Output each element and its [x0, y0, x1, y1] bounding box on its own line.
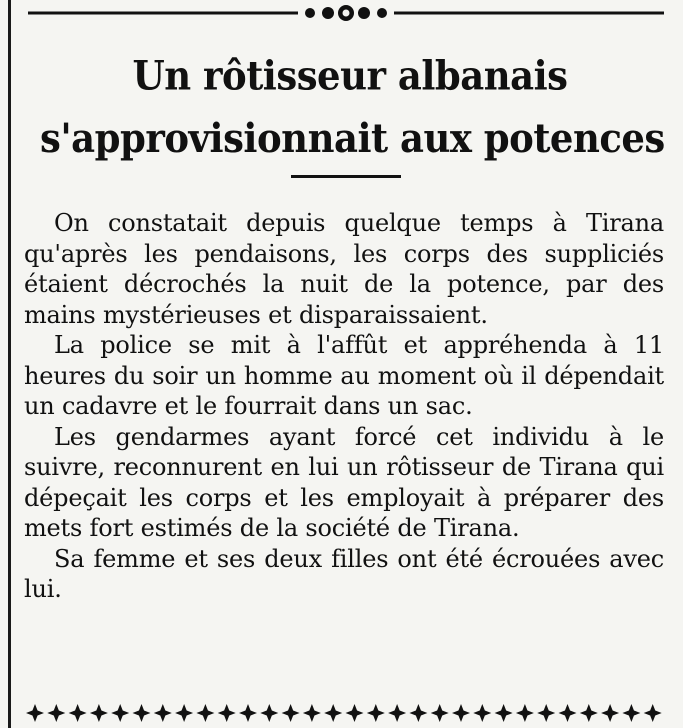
star-icon	[431, 704, 449, 722]
star-icon	[601, 704, 619, 722]
star-icon	[324, 704, 342, 722]
star-icon	[622, 704, 640, 722]
star-icon	[282, 704, 300, 722]
headline	[40, 44, 665, 169]
star-icon	[409, 704, 427, 722]
article-body	[24, 208, 664, 605]
column-rule	[8, 0, 11, 728]
star-icon	[69, 704, 87, 722]
star-icon	[175, 704, 193, 722]
paragraph-2: La police se mit à l'affût et appréhenda à 11 heures du soir un homme au moment où il dépendait un cadavre et le fourrait dans un sac.	[24, 331, 664, 420]
paragraph-4: Sa femme et ses deux filles ont été écrouées avec lui.	[24, 544, 664, 603]
star-icon	[473, 704, 491, 722]
paragraph-3: Les gendarmes ayant forcé cet individu à le suivre, reconnurent en lui un rôtisseur de Tirana qui dépeçait les corps et les employait à préparer des mets fort estimés de la société de Tirana.	[24, 422, 664, 542]
star-icon	[303, 704, 321, 722]
headline-line-2: s'approvisionnait aux potences	[40, 114, 665, 162]
star-icon	[133, 704, 151, 722]
star-icon	[239, 704, 257, 722]
paragraph-1: On constatait depuis quelque temps à Tirana qu'après les pendaisons, les corps des suppliciés étaient décrochés la nuit de la potence, par des mains mystérieuses et disparaissaient.	[24, 209, 664, 329]
star-icon	[154, 704, 172, 722]
star-icon	[580, 704, 598, 722]
star-icon	[559, 704, 577, 722]
star-icon	[495, 704, 513, 722]
star-icon	[90, 704, 108, 722]
headline-line-1: Un rôtisseur albanais	[132, 51, 568, 100]
star-icon	[196, 704, 214, 722]
star-icon	[218, 704, 236, 722]
star-icon	[260, 704, 278, 722]
ornamental-rule-icon	[28, 4, 664, 22]
star-icon	[26, 704, 44, 722]
star-icon	[452, 704, 470, 722]
star-icon	[111, 704, 129, 722]
star-icon	[644, 704, 662, 722]
star-icon	[47, 704, 65, 722]
star-icon	[367, 704, 385, 722]
star-icon	[516, 704, 534, 722]
star-icon	[537, 704, 555, 722]
star-icon	[346, 704, 364, 722]
star-border-icon	[26, 704, 666, 722]
headline-divider	[291, 175, 401, 178]
star-icon	[388, 704, 406, 722]
